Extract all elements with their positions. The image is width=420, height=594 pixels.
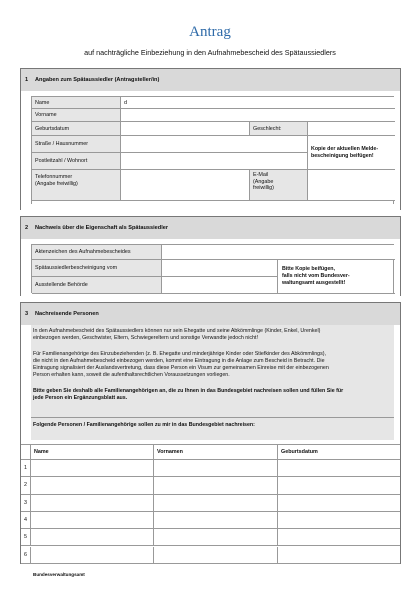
row-geburtsdatum-field[interactable] xyxy=(278,529,400,545)
geschlecht-field[interactable] xyxy=(308,122,395,135)
meldebescheinigung-note-line-1: Kopie der aktuellen Melde- xyxy=(311,146,379,152)
row-number: 2 xyxy=(21,477,31,493)
row-number: 4 xyxy=(21,512,31,528)
table-row xyxy=(21,477,400,494)
info-paragraph-2-line-1: Für Familienangehörige des Einzubeziehenden (z. B. Ehegatte und minderjährige Kinder oder Stiefkinder des Abkömmlings), xyxy=(33,351,326,357)
persons-table xyxy=(21,444,400,563)
column-vornamen: Vornamen xyxy=(154,445,278,459)
info-paragraph-1 xyxy=(33,328,396,342)
row-vornamen-field[interactable] xyxy=(154,460,278,476)
row-number: 1 xyxy=(21,460,31,476)
table-row xyxy=(21,512,400,529)
info-paragraph-1-line-2: einbezogen werden, Geschwister, Eltern, Schwiegereltern und sonstige Verwandte jedoch nicht! xyxy=(33,335,258,341)
row-name-field[interactable] xyxy=(31,477,154,493)
info-paragraph-2 xyxy=(33,351,396,379)
row-vornamen-field[interactable] xyxy=(154,495,278,511)
info-paragraph-2-line-2: die nicht in den Aufnahmebescheid einbezogen werden, kommt eine Eintragung in die Anlage zum Bescheid in Betracht. Die xyxy=(33,358,325,364)
row-number: 3 xyxy=(21,495,31,511)
header-num-cell xyxy=(21,445,31,459)
email-label-line-2: (Angabe xyxy=(253,178,274,185)
section-2-header xyxy=(21,217,400,239)
vorname-row xyxy=(32,109,395,122)
form-subtitle: auf nachträgliche Einbeziehung in den Aufnahmebescheid des Spätaussiedlers xyxy=(84,48,336,57)
section-2-number: 2 xyxy=(25,225,29,231)
table-row xyxy=(21,547,400,564)
section-3-header xyxy=(21,303,400,325)
plz-row xyxy=(32,153,308,170)
aktenzeichen-label: Aktenzeichen des Aufnahmebescheides xyxy=(32,245,162,259)
bescheinigung-note-box xyxy=(278,260,395,294)
row-vornamen-field[interactable] xyxy=(154,529,278,545)
column-geburtsdatum: Geburtsdatum xyxy=(281,449,318,455)
plz-field[interactable] xyxy=(121,153,308,169)
bescheinigung-row xyxy=(32,260,278,277)
telefon-label-line-2: (Angabe freiwillig) xyxy=(35,181,78,187)
email-label-line-1: E-Mail xyxy=(253,172,269,178)
row-name-field[interactable] xyxy=(31,547,154,563)
row-number: 6 xyxy=(21,547,31,563)
section-proof xyxy=(20,216,401,296)
persons-table-header xyxy=(21,445,400,460)
row-name-field[interactable] xyxy=(31,512,154,528)
behoerde-field[interactable] xyxy=(162,277,278,293)
table-row xyxy=(21,529,400,546)
plz-label: Postleitzahl / Wohnort xyxy=(32,153,121,169)
telefon-label-line-1: Telefonnummer xyxy=(35,174,73,180)
table-row xyxy=(21,495,400,512)
info-paragraph-3-line-1: Bitte geben Sie deshalb alle Familienangehörigen an, die zu Ihnen in das Bundesgebiet nachreisen sollen und füllen Sie für xyxy=(33,388,344,394)
email-label-line-3: freiwillig) xyxy=(253,185,274,191)
row-name-field[interactable] xyxy=(31,460,154,476)
column-name: Name xyxy=(31,445,154,459)
row-vornamen-field[interactable] xyxy=(154,477,278,493)
row-geburtsdatum-field[interactable] xyxy=(278,512,400,528)
telefon-row xyxy=(32,170,395,201)
strasse-field[interactable] xyxy=(121,136,308,152)
row-vornamen-field[interactable] xyxy=(154,512,278,528)
email-label xyxy=(250,170,308,200)
name-row xyxy=(32,97,395,109)
row-geburtsdatum-field[interactable] xyxy=(278,495,400,511)
info-paragraph-3-line-2: jede Person ein Ergänzungsblatt aus. xyxy=(33,395,128,401)
meldebescheinigung-note-box xyxy=(308,136,395,170)
bescheinigung-field[interactable] xyxy=(162,260,278,276)
section-persons xyxy=(20,302,401,564)
name-field[interactable]: d xyxy=(121,97,395,108)
row-name-field[interactable] xyxy=(31,495,154,511)
strasse-row xyxy=(32,136,308,153)
aktenzeichen-field[interactable] xyxy=(162,245,395,259)
info-paragraph-2-line-3: Eintragung signalisiert der Auslandsvertretung, dass diese Person ein Visum zur gemeinsamen Einreise mit der einbezogenen xyxy=(33,365,329,371)
bescheinigung-note-line-3: waltungsamt ausgestellt! xyxy=(282,280,346,286)
row-geburtsdatum-field[interactable] xyxy=(278,460,400,476)
table-row xyxy=(21,460,400,477)
geburtsdatum-row xyxy=(32,122,395,136)
bescheinigung-note-line-1: Bitte Kopie beifügen, xyxy=(282,266,335,272)
geschlecht-label: Geschlecht: xyxy=(250,122,308,135)
bescheinigung-note-line-2: falls nicht vom Bundesver- xyxy=(282,273,350,279)
name-label: Name xyxy=(32,97,121,108)
form-title: Antrag xyxy=(189,24,231,40)
info-paragraph-1-line-1: In den Aufnahmebescheid des Spätaussiedlers können nur sein Ehegatte und seine Abkömmlinge (Kinder, Enkel, Urenkel) xyxy=(33,328,321,334)
section-1-header xyxy=(21,69,400,91)
strasse-label: Straße / Hausnummer xyxy=(32,136,121,152)
aktenzeichen-row xyxy=(32,245,395,260)
row-name-field[interactable] xyxy=(31,529,154,545)
footer-agency: Bundesverwaltungsamt xyxy=(33,572,85,577)
geburtsdatum-field[interactable] xyxy=(121,122,250,135)
bescheinigung-label: Spätaussiedlerbescheinigung vom xyxy=(32,260,162,276)
telefon-field[interactable] xyxy=(121,170,250,200)
info-paragraph-2-line-4: Person erhalten kann, soweit die aufenthaltsrechtlichen Voraussetzungen vorliegen. xyxy=(33,372,230,378)
geburtsdatum-label: Geburtsdatum xyxy=(32,122,121,135)
section-1-heading: Angaben zum Spätaussiedler (Antragsteller/in) xyxy=(35,77,160,83)
meldebescheinigung-note-line-2: bescheinigung beifügen! xyxy=(311,153,374,159)
section-1-number: 1 xyxy=(25,77,29,83)
section-2-heading: Nachweis über die Eigenschaft als Spätaussiedler xyxy=(35,225,169,231)
row-vornamen-field[interactable] xyxy=(154,547,278,563)
telefon-label xyxy=(32,170,121,200)
vorname-label: Vorname xyxy=(32,109,121,121)
list-heading: Folgende Personen / Familienangehörige sollen zu mir in das Bundesgebiet nachreisen: xyxy=(31,417,394,429)
row-number: 5 xyxy=(21,529,31,545)
info-paragraph-3 xyxy=(33,388,396,402)
vorname-field[interactable] xyxy=(121,109,395,121)
section-3-number: 3 xyxy=(25,311,29,317)
email-field[interactable] xyxy=(308,170,395,200)
section-applicant xyxy=(20,68,401,210)
section-3-heading: Nachreisende Personen xyxy=(35,311,99,317)
row-geburtsdatum-field[interactable] xyxy=(278,477,400,493)
row-geburtsdatum-field[interactable] xyxy=(278,547,400,563)
behoerde-label: Ausstellende Behörde xyxy=(32,277,162,293)
behoerde-row xyxy=(32,277,278,294)
